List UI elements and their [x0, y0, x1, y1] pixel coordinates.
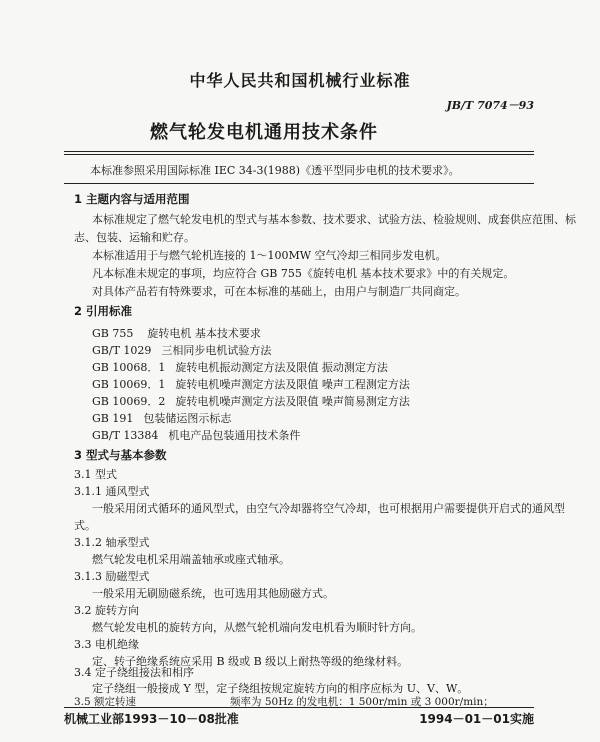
- clause-3-3-text: 定、转子绝缘系统应采用 B 级或 B 级以上耐热等级的绝缘材料。: [92, 655, 409, 668]
- section-1-para-1-line-1: 本标准规定了燃气轮发电机的型式与基本参数、技术要求、试验方法、检验规则、成套供应范围、标: [92, 213, 576, 226]
- clause-3-1-1-text-line-1: 一般采用闭式循环的通风型式，由空气冷却器将空气冷却，也可根据用户需要提供开启式的通风型: [92, 502, 565, 515]
- reference-item: [92, 342, 271, 358]
- section-2-heading: 2 引用标准: [74, 304, 133, 318]
- reference-code: GB 10068．1: [92, 361, 166, 374]
- section-1-para-2: 本标准适用于与燃气轮机连接的 1～100MW 空气冷却三相同步发电机。: [92, 249, 447, 262]
- section-1-para-3: 凡本标准未规定的事项，均应符合 GB 755《旋转电机 基本技术要求》中的有关规定。: [92, 267, 515, 280]
- section-1-para-1-line-2: 志、包装、运输和贮存。: [74, 231, 195, 244]
- reference-item: [92, 427, 300, 443]
- reference-name: 包装储运图示标志: [143, 412, 232, 425]
- intro-paragraph: 本标准参照采用国际标准 IEC 34-3(1988)《透平型同步电机的技术要求》。: [90, 164, 460, 177]
- reference-name: 旋转电机 基本技术要求: [147, 327, 261, 340]
- reference-item: [92, 410, 231, 426]
- clause-3-1-2-heading: 3.1.2 轴承型式: [74, 536, 150, 549]
- clause-3-5-heading: 3.5 额定转速: [74, 696, 137, 708]
- clause-3-5-block: [74, 696, 136, 708]
- title-rule-top: [64, 151, 534, 152]
- clause-3-4-text: 定子绕组一般接成 Y 型，定子绕组按规定旋转方向的相序应标为 U、V、W。: [92, 682, 469, 695]
- intro-rule: [64, 183, 534, 184]
- clause-3-4-heading: 3.4 定子绕组接法和相序: [74, 666, 194, 679]
- reference-code: GB 10069．1: [92, 378, 166, 391]
- clause-3-1-heading: 3.1 型式: [74, 468, 117, 481]
- reference-name: 三相同步电机试验方法: [161, 344, 272, 357]
- clause-3-1-3-text: 一般采用无刷励磁系统，也可选用其他励磁方式。: [92, 587, 334, 600]
- reference-code: GB 10069．2: [92, 395, 166, 408]
- reference-name: 旋转电机噪声测定方法及限值 噪声工程测定方法: [175, 378, 410, 391]
- clause-3-5-text: 频率为 50Hz 的发电机：1 500r/min 或 3 000r/min；: [230, 696, 494, 708]
- clause-3-2-text: 燃气轮发电机的旋转方向，从燃气轮机端向发电机看为顺时针方向。: [92, 621, 422, 634]
- reference-code: GB 755: [92, 327, 134, 340]
- clause-3-1-1-text-line-2: 式。: [74, 519, 96, 532]
- document-title: 燃气轮发电机通用技术条件: [150, 122, 378, 143]
- reference-item: [92, 325, 261, 341]
- clause-3-2-heading: 3.2 旋转方向: [74, 604, 139, 617]
- clause-3-3-heading: 3.3 电机绝缘: [74, 638, 139, 651]
- section-1-para-4: 对具体产品若有特殊要求，可在本标准的基础上，由用户与制造厂共同商定。: [92, 285, 466, 298]
- section-1-heading: 1 主题内容与适用范围: [74, 192, 190, 206]
- reference-item: [92, 359, 388, 375]
- reference-item: [92, 393, 410, 409]
- clause-3-1-3-heading: 3.1.3 励磁型式: [74, 570, 150, 583]
- issuer-title: 中华人民共和国机械行业标准: [189, 71, 411, 90]
- approval-date: 机械工业部1993－10－08批准: [64, 712, 239, 726]
- clause-3-1-2-text: 燃气轮发电机采用端盖轴承或座式轴承。: [92, 553, 290, 566]
- standard-code: JB/T 7074－93: [446, 99, 534, 112]
- reference-code: GB/T 1029: [92, 344, 152, 357]
- reference-name: 旋转电机振动测定方法及限值 振动测定方法: [175, 361, 388, 374]
- title-rule-bottom: [64, 154, 534, 155]
- reference-code: GB/T 13384: [92, 429, 159, 442]
- reference-code: GB 191: [92, 412, 134, 425]
- clause-3-1-1-heading: 3.1.1 通风型式: [74, 485, 150, 498]
- effective-date: 1994－01－01实施: [419, 712, 534, 726]
- reference-name: 机电产品包装通用技术条件: [168, 429, 301, 442]
- section-3-heading: 3 型式与基本参数: [74, 448, 167, 462]
- reference-name: 旋转电机噪声测定方法及限值 噪声简易测定方法: [175, 395, 410, 408]
- reference-item: [92, 376, 410, 392]
